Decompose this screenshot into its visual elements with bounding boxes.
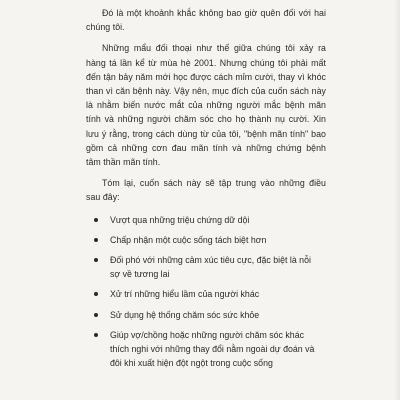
paragraph-line: tâm thần mãn tính. bbox=[86, 157, 161, 168]
paragraph-line: lưu ý rằng, trong cách dùng từ của tôi, "bệnh mãn tính" bao bbox=[86, 128, 326, 139]
bullet-icon bbox=[94, 218, 98, 222]
paragraph-line: Tóm lại, cuốn sách này sẽ tập trung vào những điều bbox=[102, 178, 326, 189]
paragraph-line: gồm cả những cơn đau mãn tính và những chứng bệnh bbox=[86, 142, 326, 153]
list-item-line: Sử dụng hệ thống chăm sóc sức khỏe bbox=[110, 309, 260, 320]
list-item-line: Chấp nhận một cuộc sống tách biệt hơn bbox=[110, 234, 267, 245]
bullet-icon bbox=[94, 313, 98, 317]
paragraph-line: than vì căn bệnh này. Vậy nên, mục đích của cuốn sách này bbox=[86, 86, 326, 96]
list-item-line: thích nghi với những thay đổi nằm ngoài dự đoán và bbox=[110, 344, 315, 354]
list-item-line: đôi khi xuất hiện đột ngột trong cuộc sống bbox=[110, 358, 273, 369]
list-item-line: Đối phó với những cảm xúc tiêu cực, đặc biệt là nỗi bbox=[110, 255, 311, 265]
bullet-icon bbox=[94, 258, 98, 262]
paragraph-line: hàng tá lần kể từ mùa hè 2001. Nhưng chúng tôi phải mất bbox=[86, 57, 326, 68]
bullet-icon bbox=[94, 292, 98, 296]
paragraph-3 bbox=[86, 176, 326, 204]
bullet-icon bbox=[94, 333, 98, 337]
paragraph-line: sau đây: bbox=[86, 192, 120, 203]
page-edge-shadow bbox=[394, 0, 400, 400]
paragraph-line: Đó là một khoảnh khắc không bao giờ quên đối với hai bbox=[102, 8, 326, 18]
paragraph-line: đến tận bảy năm mới học được cách mỉm cười, thay vì khóc bbox=[86, 71, 326, 82]
paragraph-line: là nhằm biến nước mắt của những người mắc bệnh mãn bbox=[86, 100, 326, 111]
list-item-line: Vượt qua những triệu chứng dữ dội bbox=[110, 214, 250, 225]
list-item-line: Giúp vợ/chồng hoặc những người chăm sóc khác bbox=[110, 329, 304, 340]
list-item-line: sợ về tương lai bbox=[110, 269, 170, 280]
paragraph-line: chúng tôi. bbox=[86, 22, 125, 33]
paragraph-2 bbox=[86, 41, 326, 169]
list-item-line: Xử trí những hiểu lầm của người khác bbox=[110, 289, 260, 300]
paragraph-line: tính và những người chăm sóc cho họ thành nụ cười. Xin bbox=[86, 114, 326, 125]
paragraph-line: Những mẩu đối thoại như thế giữa chúng tôi xảy ra bbox=[102, 43, 326, 54]
bullet-icon bbox=[94, 238, 98, 242]
paragraph-1 bbox=[86, 6, 326, 34]
